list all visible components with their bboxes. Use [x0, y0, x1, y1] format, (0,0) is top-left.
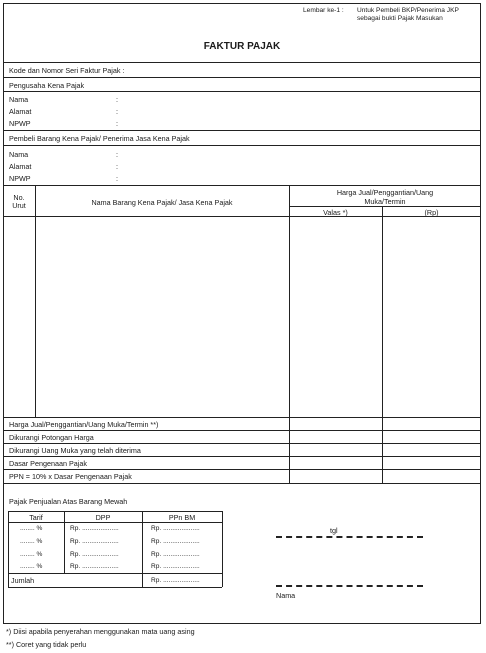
summary-row-label: Dikurangi Uang Muka yang telah diterima	[9, 446, 141, 455]
buyer-heading: Pembeli Barang Kena Pajak/ Penerima Jasa Kena Pajak	[9, 134, 190, 143]
divider	[3, 430, 481, 431]
seller-heading: Pengusaha Kena Pajak	[9, 81, 85, 90]
col-no-line1: No.	[13, 193, 25, 202]
ppnbm-amount-cell: Rp. ....................	[151, 551, 200, 558]
ppnbm-dpp-cell: Rp. ....................	[70, 563, 119, 570]
ppnbm-table-border	[142, 511, 143, 587]
divider	[3, 417, 481, 418]
ppnbm-rate-cell: ........ %	[20, 551, 43, 558]
col-price-line1: Harga Jual/Penggantian/Uang	[336, 188, 434, 197]
summary-row-label: Dikurangi Potongan Harga	[9, 433, 94, 442]
ppnbm-total-label: Jumlah	[11, 576, 35, 585]
ppnbm-amount-cell: Rp. ....................	[151, 563, 200, 570]
summary-row-label: Harga Jual/Penggantian/Uang Muka/Termin **)	[9, 420, 159, 429]
invoice-code-label: Kode dan Nomor Seri Faktur Pajak :	[9, 66, 125, 75]
sheet-label: Lembar ke-1 :	[303, 7, 344, 14]
ppnbm-dpp-cell: Rp. ....................	[70, 525, 119, 532]
signature-name-line	[276, 585, 423, 587]
ppnbm-table-border	[8, 511, 222, 512]
summary-row-label: PPN = 10% x Dasar Pengenaan Pajak	[9, 472, 132, 481]
ppnbm-amount-cell: Rp. ....................	[151, 525, 200, 532]
seller-npwp-label: NPWP	[9, 119, 31, 128]
column-divider	[289, 185, 290, 483]
ppnbm-col-dpp: DPP	[95, 513, 111, 522]
page-title: FAKTUR PAJAK	[203, 41, 281, 52]
column-divider	[35, 185, 36, 417]
divider	[3, 130, 481, 131]
divider	[3, 62, 481, 63]
footnote: **) Coret yang tidak perlu	[6, 640, 87, 649]
divider	[3, 145, 481, 146]
divider	[3, 77, 481, 78]
ppnbm-col-ppnbm: PPn BM	[168, 513, 196, 522]
ppnbm-rate-cell: ........ %	[20, 563, 43, 570]
signature-name-label: Nama	[276, 591, 296, 600]
divider	[3, 456, 481, 457]
seller-address-label: Alamat	[9, 107, 32, 116]
col-price-line2: Muka/Termin	[364, 197, 406, 206]
signature-date-label: tgl	[330, 526, 338, 535]
divider	[289, 206, 481, 207]
divider	[3, 483, 481, 484]
seller-name-sep: :	[116, 95, 118, 104]
seller-npwp-sep: :	[116, 119, 118, 128]
seller-name-label: Nama	[9, 95, 29, 104]
col-no-line2: Urut	[12, 201, 26, 210]
ppnbm-table-border	[8, 522, 222, 523]
summary-row-label: Dasar Pengenaan Pajak	[9, 459, 87, 468]
ppnbm-dpp-cell: Rp. ....................	[70, 551, 119, 558]
ppnbm-col-tarif: Tarif	[29, 513, 43, 522]
footnote: *) Diisi apabila penyerahan menggunakan mata uang asing	[6, 627, 195, 636]
ppnbm-table-border	[8, 573, 222, 574]
seller-address-sep: :	[116, 107, 118, 116]
col-name-header: Nama Barang Kena Pajak/ Jasa Kena Pajak	[91, 198, 233, 207]
ppnbm-rate-cell: ........ %	[20, 525, 43, 532]
buyer-name-sep: :	[116, 150, 118, 159]
ppnbm-rate-cell: ........ %	[20, 538, 43, 545]
ppnbm-heading: Pajak Penjualan Atas Barang Mewah	[9, 497, 128, 506]
buyer-address-label: Alamat	[9, 162, 32, 171]
buyer-name-label: Nama	[9, 150, 29, 159]
divider	[3, 216, 481, 217]
buyer-npwp-label: NPWP	[9, 174, 31, 183]
divider	[3, 469, 481, 470]
column-divider	[382, 206, 383, 483]
recipient-line-2: sebagai bukti Pajak Masukan	[357, 15, 443, 22]
recipient-line-1: Untuk Pembeli BKP/Penerima JKP	[357, 7, 459, 14]
signature-date-line	[276, 536, 423, 538]
ppnbm-table-border	[8, 587, 222, 588]
col-valas-header: Valas *)	[323, 208, 348, 217]
ppnbm-table-border	[222, 511, 223, 587]
col-rp-header: (Rp)	[424, 208, 439, 217]
ppnbm-table-border	[8, 511, 9, 587]
buyer-npwp-sep: :	[116, 174, 118, 183]
ppnbm-dpp-cell: Rp. ....................	[70, 538, 119, 545]
ppnbm-total-value: Rp. ....................	[151, 577, 200, 584]
divider	[3, 443, 481, 444]
divider	[3, 91, 481, 92]
buyer-address-sep: :	[116, 162, 118, 171]
ppnbm-amount-cell: Rp. ....................	[151, 538, 200, 545]
divider	[3, 185, 481, 186]
